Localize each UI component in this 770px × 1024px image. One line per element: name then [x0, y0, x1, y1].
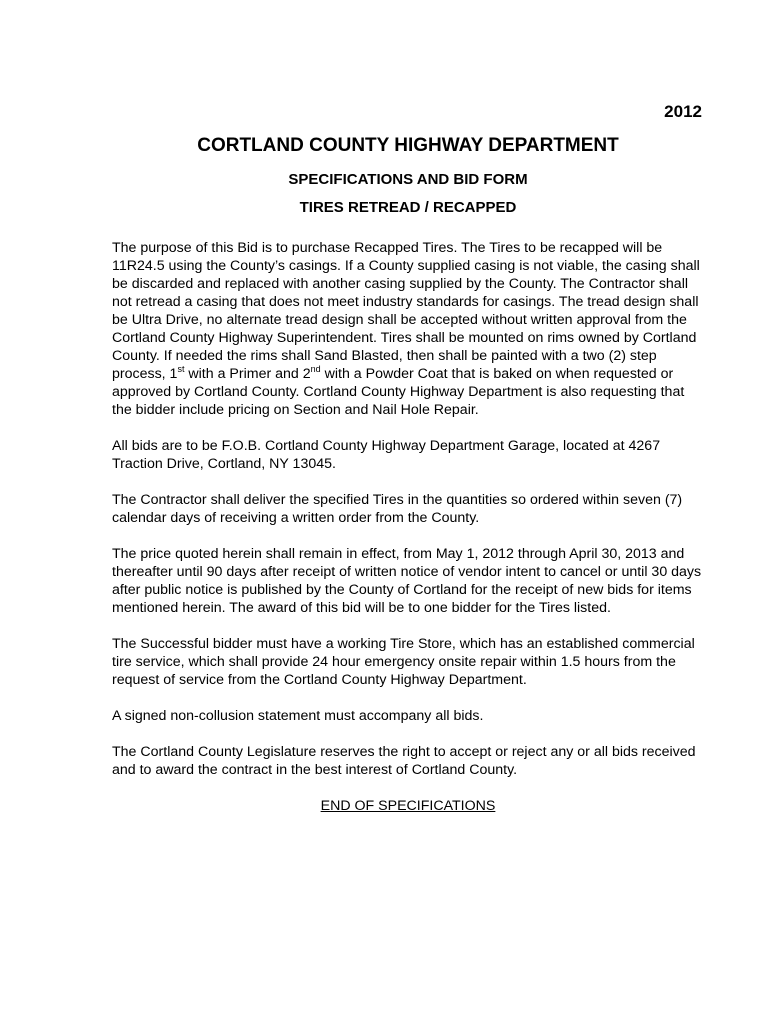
ordinal-suffix-first: st: [177, 364, 185, 374]
purpose-text-part3: with a Powder Coat that is baked on when requested or approved by Cortland County. Cortland County Highway Department is also requesting that the bidder include pricing on Section and Nail Hole Repair.: [112, 366, 685, 418]
paragraph-fob: All bids are to be F.O.B. Cortland County Highway Department Garage, located at 4267 Traction Drive, Cortland, NY 13045.: [112, 438, 661, 472]
document-subtitle-bid-form: SPECIFICATIONS AND BID FORM: [288, 171, 528, 188]
purpose-text-part1: The purpose of this Bid is to purchase Recapped Tires. The Tires to be recapped will be 11R24.5 using the County’s casings. If a County supplied casing is not viable, the casing shall be discarded and replaced with another casing supplied by the County. The Contractor shall not retread a casing that does not meet industry standards for casings. The tread design shall be Ultra Drive, no alternate tread design shall be accepted without written approval from the Cortland County Highway Superintendent. Tires shall be mounted on rims owned by Cortland County. If needed the rims shall Sand Blasted, then shall be painted with a two (2) step process, 1: [112, 240, 700, 382]
paragraph-tire-store: The Successful bidder must have a working Tire Store, which has an established commercial tire service, which shall provide 24 hour emergency onsite repair within 1.5 hours from the request of service from the Cortland County Highway Department.: [112, 636, 695, 688]
paragraph-non-collusion: A signed non-collusion statement must accompany all bids.: [112, 708, 484, 724]
paragraph-purpose: [112, 239, 704, 419]
paragraph-delivery: The Contractor shall deliver the specified Tires in the quantities so ordered within seven (7) calendar days of receiving a written order from the County.: [112, 492, 683, 526]
purpose-text-part2: with a Primer and 2: [184, 366, 311, 382]
document-title: CORTLAND COUNTY HIGHWAY DEPARTMENT: [197, 135, 619, 156]
document-subtitle-tires: TIRES RETREAD / RECAPPED: [299, 199, 517, 216]
end-of-specifications: END OF SPECIFICATIONS: [320, 798, 496, 814]
paragraph-price-term: The price quoted herein shall remain in effect, from May 1, 2012 through April 30, 2013 and thereafter until 90 days after receipt of written notice of vendor intent to cancel or until 30 days after public notice is published by the County of Cortland for the receipt of new bids for items mentioned herein. The award of this bid will be to one bidder for the Tires listed.: [112, 546, 702, 616]
specifications-body: [112, 239, 704, 833]
document-year: 2012: [664, 102, 702, 121]
paragraph-legislature: The Cortland County Legislature reserves the right to accept or reject any or all bids received and to award the contract in the best interest of Cortland County.: [112, 744, 696, 778]
ordinal-suffix-second: nd: [310, 364, 321, 374]
